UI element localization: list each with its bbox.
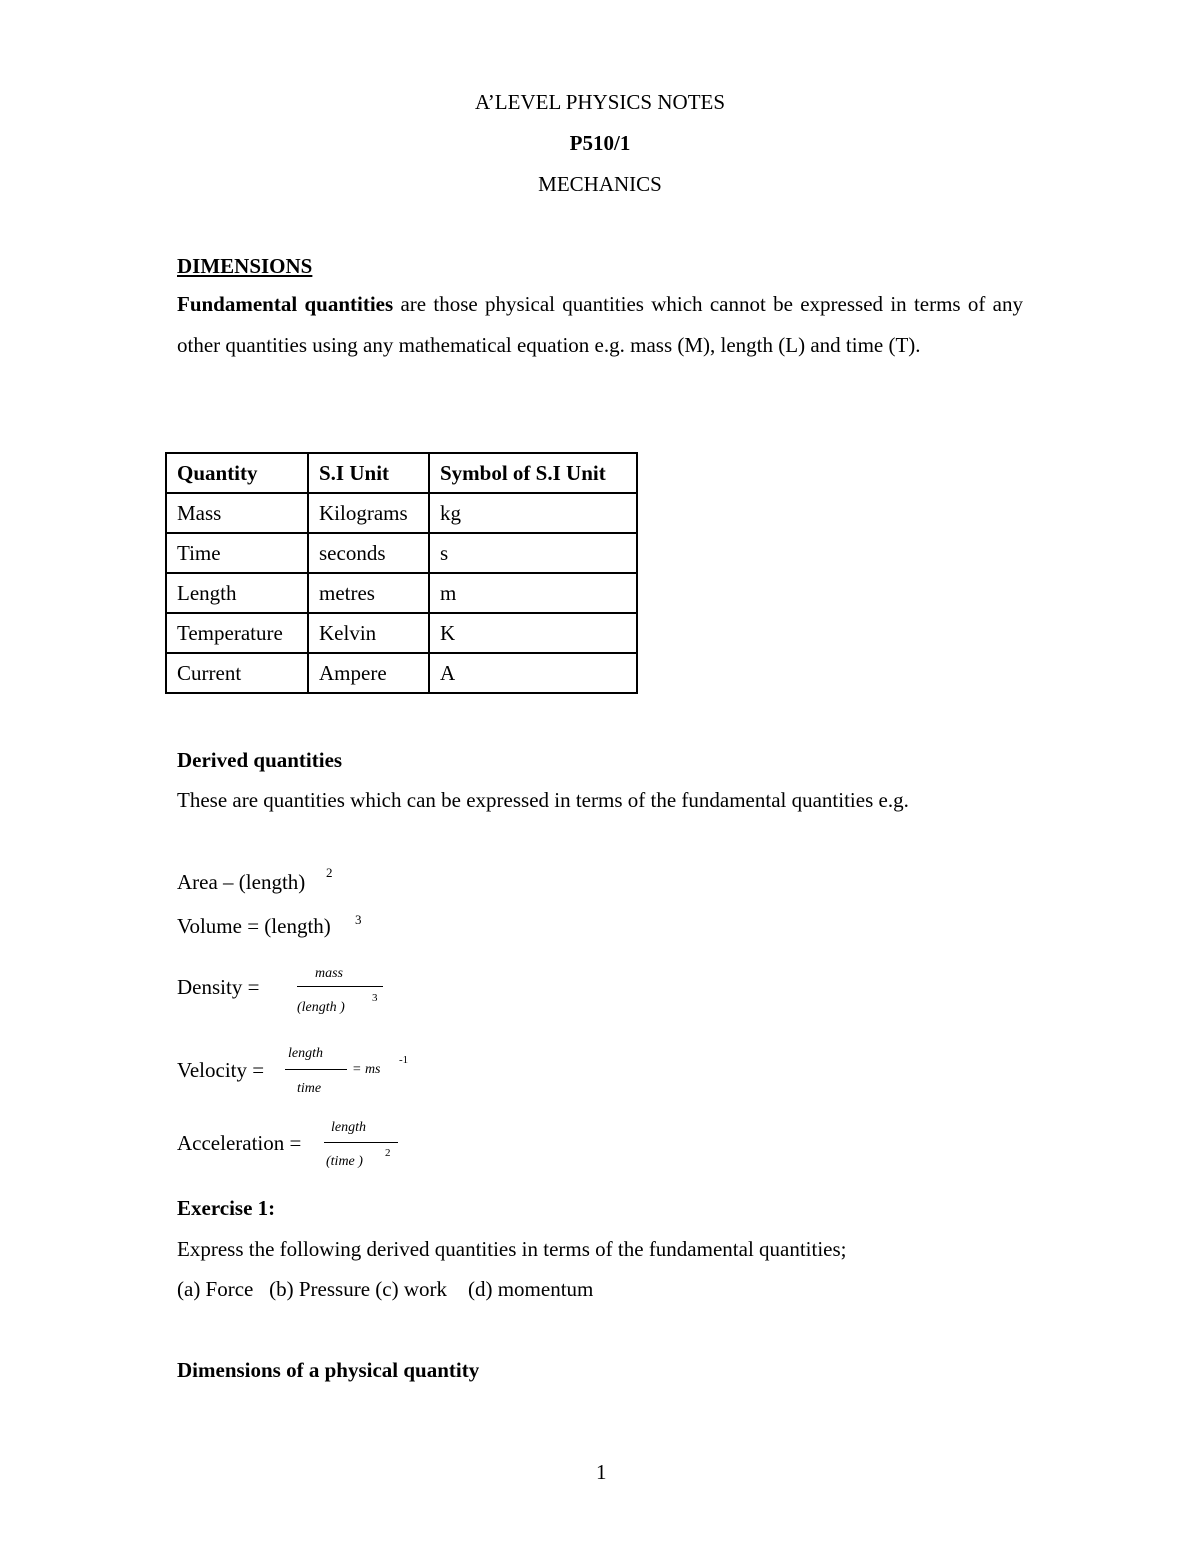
area-exponent: 2 [326, 865, 333, 880]
fundamental-quantities-paragraph [177, 284, 1023, 366]
table-cell: kg [429, 493, 637, 533]
topic-title: MECHANICS [538, 172, 662, 196]
table-row [166, 493, 637, 533]
table-cell: Current [166, 653, 308, 693]
velocity-exponent: -1 [399, 1054, 409, 1066]
paper-code: P510/1 [569, 131, 631, 155]
density-denominator: (length ) [297, 1000, 345, 1015]
acceleration-numerator: length [331, 1120, 366, 1135]
velocity-numerator: length [288, 1046, 323, 1061]
table-cell: Mass [166, 493, 308, 533]
density-formula-label: Density = [177, 975, 260, 999]
table-row [166, 573, 637, 613]
table-cell: s [429, 533, 637, 573]
si-units-table [165, 452, 638, 694]
fundamental-term: Fundamental quantities [177, 292, 394, 316]
table-cell: Ampere [308, 653, 429, 693]
table-cell: Time [166, 533, 308, 573]
derived-quantities-heading: Derived quantities [177, 748, 343, 772]
density-fraction-bar [297, 986, 383, 987]
velocity-formula-label: Velocity = [177, 1058, 265, 1082]
density-numerator: mass [315, 966, 344, 981]
acceleration-fraction-bar [324, 1142, 398, 1143]
fundamental-definition: are those physical quantities which cannot be expressed in terms of any other quantities using any mathematical equation e.g. mass (M), length (L) and time (T). [177, 292, 1023, 357]
table-cell: Kelvin [308, 613, 429, 653]
density-exponent: 3 [372, 992, 378, 1004]
table-cell: m [429, 573, 637, 613]
volume-formula-label: Volume = (length) [177, 914, 331, 938]
table-row [166, 613, 637, 653]
acceleration-denominator: (time ) [326, 1154, 363, 1169]
table-row [166, 533, 637, 573]
volume-exponent: 3 [355, 912, 362, 927]
velocity-denominator: time [297, 1081, 322, 1096]
table-cell: Kilograms [308, 493, 429, 533]
velocity-rhs: = ms [352, 1062, 381, 1077]
section-heading-dimensions: DIMENSIONS [177, 254, 313, 278]
table-cell: seconds [308, 533, 429, 573]
table-cell: metres [308, 573, 429, 613]
page-number: 1 [596, 1460, 607, 1484]
table-cell: Temperature [166, 613, 308, 653]
table-header-cell: Quantity [166, 453, 308, 493]
table-row [166, 653, 637, 693]
dimensions-of-physical-quantity-heading: Dimensions of a physical quantity [177, 1358, 480, 1382]
document-title: A’LEVEL PHYSICS NOTES [474, 90, 726, 114]
acceleration-exponent: 2 [385, 1147, 391, 1159]
table-cell: A [429, 653, 637, 693]
derived-quantities-text: These are quantities which can be expressed in terms of the fundamental quantities e.g. [177, 788, 909, 812]
table-header-cell: S.I Unit [308, 453, 429, 493]
table-cell: K [429, 613, 637, 653]
acceleration-formula-label: Acceleration = [177, 1131, 302, 1155]
exercise-items: (a) Force (b) Pressure (c) work (d) momentum [177, 1277, 594, 1301]
table-header-row [166, 453, 637, 493]
table-header-cell: Symbol of S.I Unit [429, 453, 637, 493]
exercise-instruction: Express the following derived quantities in terms of the fundamental quantities; [177, 1237, 847, 1261]
exercise-heading: Exercise 1: [177, 1196, 276, 1220]
velocity-fraction-bar [285, 1069, 347, 1070]
area-formula-label: Area – (length) [177, 870, 306, 894]
table-cell: Length [166, 573, 308, 613]
